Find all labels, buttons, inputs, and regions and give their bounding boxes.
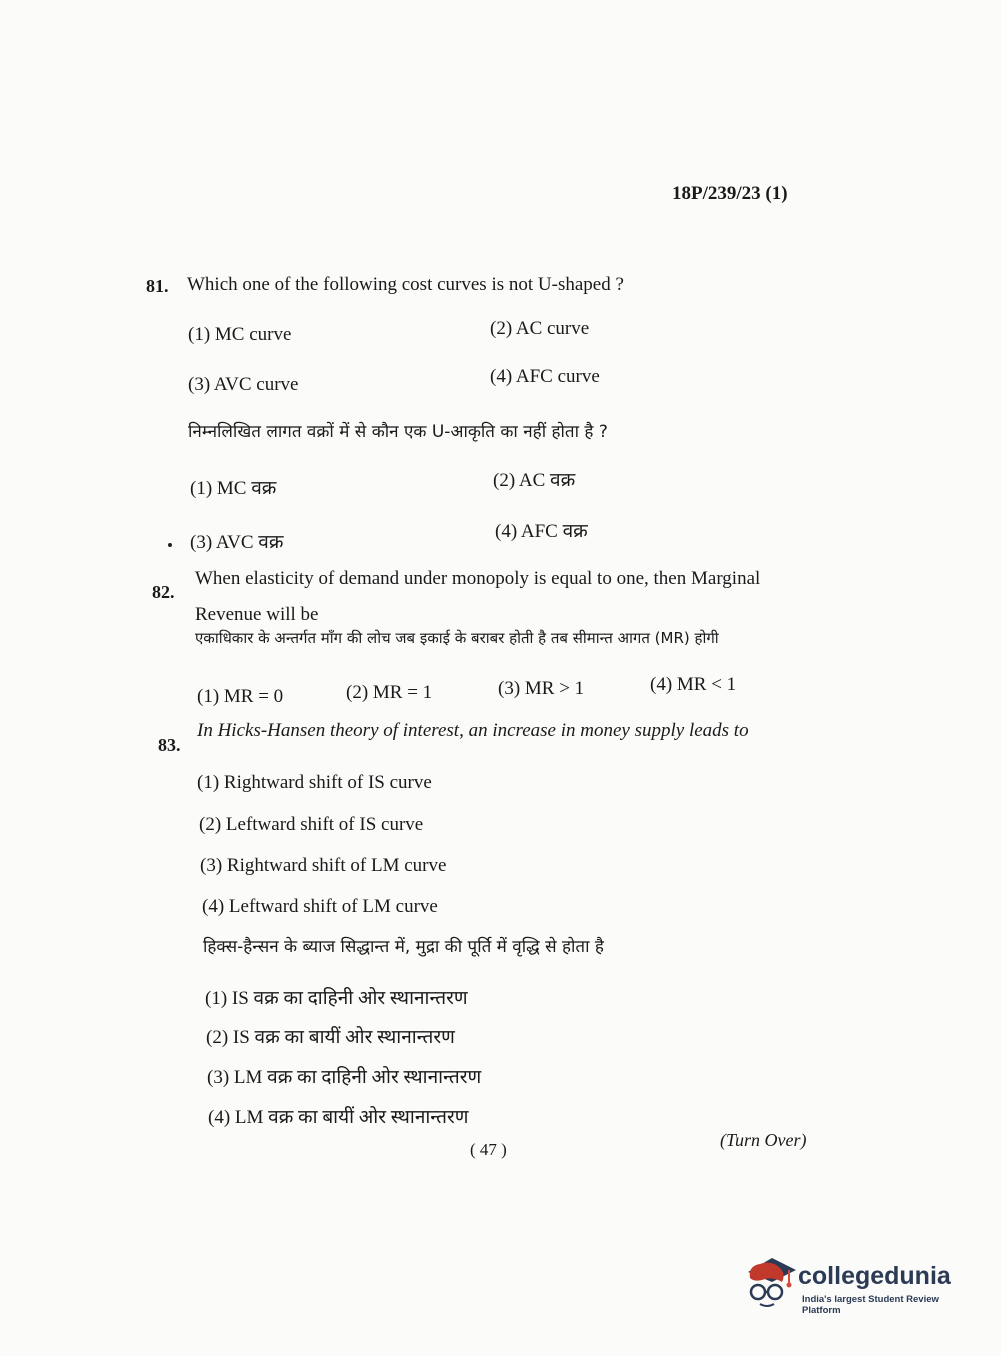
q83-option-2: (2) Leftward shift of IS curve	[199, 814, 424, 835]
q83-hindi-option-1: (1) IS वक्र का दाहिनी ओर स्थानान्तरण	[205, 988, 468, 1009]
question-82-text-hindi: एकाधिकार के अन्तर्गत माँग की लोच जब इकाई के बराबर होती है तब सीमान्त आगत (MR) होगी	[195, 629, 719, 647]
paper-code: 18P/239/23 (1)	[672, 183, 788, 204]
question-83-number: 83.	[158, 735, 181, 755]
question-81-text: Which one of the following cost curves is not U-shaped ?	[187, 274, 624, 295]
q83-option-1: (1) Rightward shift of IS curve	[197, 772, 432, 793]
logo-name: collegedunia	[798, 1262, 951, 1290]
q81-hindi-option-2: (2) AC वक्र	[493, 470, 576, 491]
mascot-icon	[742, 1252, 798, 1314]
q82-option-1: (1) MR = 0	[197, 686, 284, 707]
q83-option-3: (3) Rightward shift of LM curve	[200, 855, 447, 876]
question-82-number: 82.	[152, 582, 175, 602]
q81-option-4: (4) AFC curve	[490, 366, 600, 387]
q81-hindi-option-1: (1) MC वक्र	[190, 478, 277, 499]
logo-tagline: India's largest Student Review Platform	[802, 1294, 939, 1316]
q81-option-3: (3) AVC curve	[188, 374, 299, 395]
page-number: ( 47 )	[470, 1140, 507, 1159]
stray-dot	[168, 543, 172, 547]
question-81-number: 81.	[146, 276, 169, 296]
q83-option-4: (4) Leftward shift of LM curve	[202, 896, 438, 917]
q82-option-3: (3) MR > 1	[498, 678, 585, 699]
q82-option-4: (4) MR < 1	[650, 674, 737, 695]
q82-option-2: (2) MR = 1	[346, 682, 433, 703]
q83-hindi-option-4: (4) LM वक्र का बायीं ओर स्थानान्तरण	[208, 1107, 469, 1128]
q83-hindi-option-2: (2) IS वक्र का बायीं ओर स्थानान्तरण	[206, 1027, 455, 1048]
question-82-text-line1: When elasticity of demand under monopoly is equal to one, then Marginal	[195, 568, 761, 589]
q81-option-2: (2) AC curve	[490, 318, 590, 339]
question-83-text-hindi: हिक्स-हैन्सन के ब्याज सिद्धान्त में, मुद्रा की पूर्ति में वृद्धि से होता है	[203, 937, 604, 957]
q81-hindi-option-3: (3) AVC वक्र	[190, 532, 284, 553]
question-83-text: In Hicks-Hansen theory of interest, an increase in money supply leads to	[197, 720, 749, 741]
q83-hindi-option-3: (3) LM वक्र का दाहिनी ओर स्थानान्तरण	[207, 1067, 482, 1088]
question-81-text-hindi: निम्नलिखित लागत वक्रों में से कौन एक U-आकृति का नहीं होता है ?	[188, 422, 608, 442]
q81-hindi-option-4: (4) AFC वक्र	[495, 521, 588, 542]
collegedunia-logo	[742, 1252, 967, 1314]
turn-over-note: (Turn Over)	[720, 1130, 807, 1150]
q81-option-1: (1) MC curve	[188, 324, 292, 345]
question-82-text-line2: Revenue will be	[195, 604, 319, 625]
